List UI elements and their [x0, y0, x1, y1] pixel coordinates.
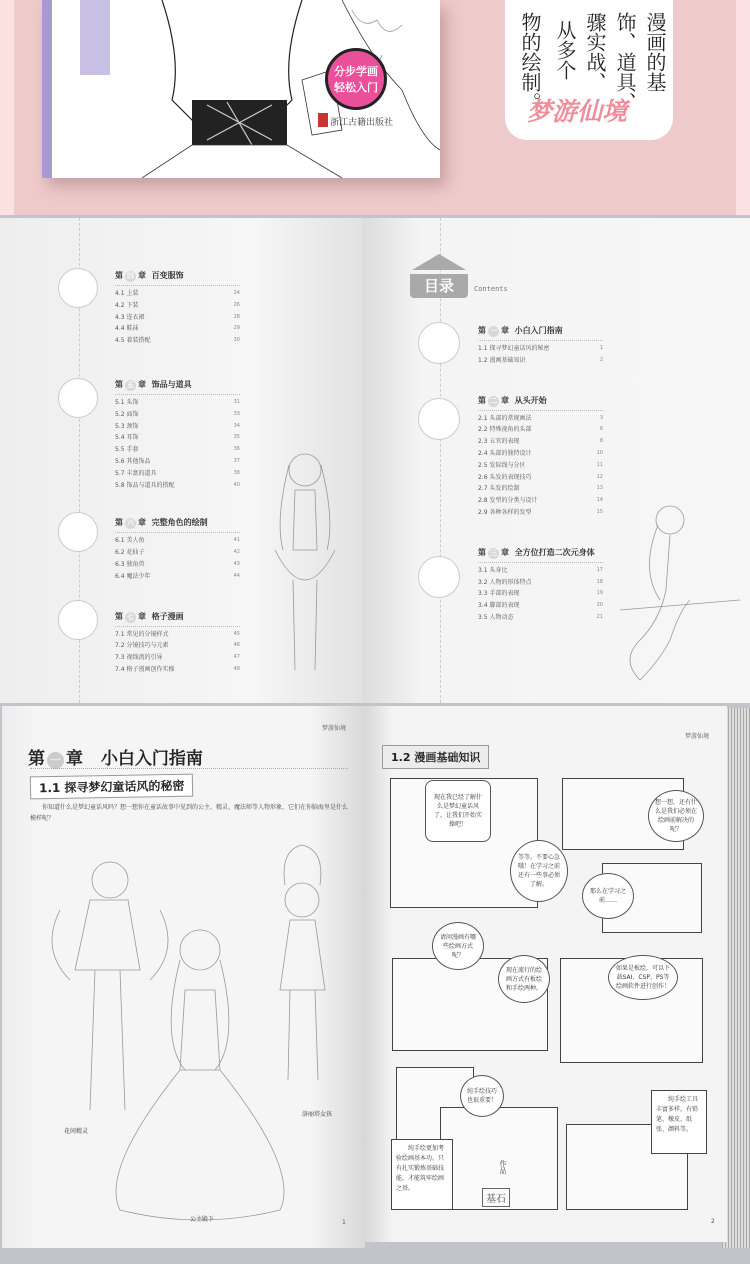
toc-item-page: 41 — [233, 537, 240, 544]
mermaid-illustration — [600, 490, 750, 690]
toc-divider — [478, 340, 603, 341]
toc-item-page: 6 — [599, 426, 603, 433]
toc-item[interactable] — [478, 472, 603, 484]
toc-item-page: 38 — [233, 469, 240, 476]
toc-item-page: 8 — [599, 438, 603, 445]
toc-item[interactable] — [478, 565, 603, 577]
toc-item-title: 5.6 其他饰品 — [115, 457, 151, 465]
toc-item-title: 5.2 面饰 — [115, 410, 139, 418]
toc-item-title: 5.8 饰品与道具的搭配 — [115, 481, 175, 489]
speech-bubble: 如果是板绘，可以下载SAI、CSP、PS等绘画软件进行创作！ — [608, 955, 678, 1000]
desc-column: 饰、道具、 — [613, 12, 637, 112]
toc-item-title: 5.7 丰富的道具 — [115, 469, 157, 477]
desc-column: 漫画的基 — [643, 12, 667, 92]
toc-item[interactable] — [115, 312, 240, 324]
chapter-2-icon-head — [418, 398, 460, 440]
chapter-6-icon-character — [58, 512, 98, 552]
caption-lolita-girl: 洛丽塔女孩 — [302, 1111, 333, 1118]
desc-column: 从多个 — [553, 20, 577, 80]
speech-bubble: 纯手绘技巧也很重要！ — [460, 1075, 504, 1117]
speech-bubble: 想一想，还有什么是我们必须在绘画前解决的呢？ — [648, 790, 704, 842]
toc-item[interactable] — [478, 507, 603, 519]
toc-item-title: 6.3 独角兽 — [115, 560, 145, 568]
chapter-number: 三 — [490, 548, 497, 557]
chapter-suffix: 章 — [138, 271, 146, 280]
toc-item[interactable] — [115, 468, 240, 480]
toc-item-title: 4.1 上装 — [115, 290, 139, 297]
toc-item[interactable] — [115, 480, 240, 492]
toc-item-page: 34 — [233, 422, 240, 429]
toc-divider — [115, 394, 240, 395]
toc-item[interactable] — [115, 559, 240, 571]
toc-item-title: 3.1 头身比 — [478, 566, 508, 574]
toc-chapter-heading[interactable] — [115, 517, 240, 529]
toc-item-title: 3.4 脚部的表现 — [478, 602, 520, 610]
toc-item[interactable] — [478, 600, 603, 612]
comic-caption-box: 纯手绘更加考验绘画基本功。只有扎实锻炼基础技能，才能筑牢绘画之基。 — [391, 1139, 453, 1210]
toc-divider — [115, 532, 240, 533]
toc-item[interactable] — [115, 335, 240, 347]
toc-item-title: 7.3 视线流的引导 — [115, 654, 163, 662]
toc-item[interactable] — [115, 535, 240, 547]
toc-item-page: 14 — [596, 497, 603, 504]
chapter-3-icon-hand — [418, 556, 460, 598]
divider — [30, 768, 348, 769]
chapter-number: 二 — [490, 396, 497, 405]
chapter-suffix: 章 — [501, 395, 509, 405]
toc-item-title: 5.4 耳饰 — [115, 434, 139, 442]
toc-chapter — [115, 611, 240, 676]
toc-item-page: 48 — [233, 665, 240, 672]
page-number: 1 — [342, 1219, 346, 1226]
foundation-label: 基石 — [482, 1188, 510, 1207]
toc-item-title: 2.2 特殊视角的头部 — [478, 426, 532, 434]
speech-bubble: 那么在学习之前…… — [582, 873, 634, 919]
chapter-number: 一 — [47, 752, 64, 769]
chapter-number: 四 — [127, 272, 134, 280]
toc-chapter-heading[interactable] — [115, 611, 240, 623]
chapter-7-icon-comic — [58, 600, 98, 640]
caption-flower-fairy: 花间精灵 — [64, 1128, 89, 1135]
section-heading: 1.1 探寻梦幻童话风的秘密 — [30, 774, 194, 800]
toc-item-page: 3 — [599, 414, 603, 421]
chapter-title: 完整角色的绘制 — [151, 518, 208, 528]
toc-item-page: 33 — [233, 410, 240, 417]
publisher-seal-icon — [318, 113, 328, 127]
badge-line-2: 轻松入门 — [334, 81, 378, 94]
toc-item-title: 2.1 头部的常规画法 — [478, 414, 532, 422]
princess-illustration — [255, 440, 355, 695]
toc-item[interactable] — [115, 629, 240, 641]
toc-item[interactable] — [115, 409, 240, 421]
cover-purple-band — [80, 0, 110, 75]
toc-item[interactable] — [478, 413, 603, 425]
toc-item-page: 29 — [233, 325, 240, 332]
chapter-title: 从头开始 — [514, 395, 547, 405]
toc-item-page: 44 — [233, 572, 240, 579]
toc-chapter-heading[interactable] — [115, 379, 240, 391]
toc-title-badge — [410, 250, 468, 296]
chapter-number: 七 — [127, 612, 134, 621]
chapter-suffix: 章 — [501, 326, 509, 335]
toc-item-title: 4.3 连衣裙 — [115, 313, 145, 321]
chapter-suffix: 章 — [501, 547, 509, 557]
toc-divider — [115, 626, 240, 627]
running-head: 梦游仙境 — [322, 725, 347, 732]
toc-item-page: 35 — [233, 434, 240, 441]
toc-chapter-heading[interactable] — [478, 325, 603, 337]
toc-item-title: 1.2 漫画基础知识 — [478, 356, 526, 364]
toc-item[interactable] — [478, 343, 603, 355]
toc-item-title: 2.8 发型的分类与设计 — [478, 497, 538, 505]
section-heading: 1.2 漫画基础知识 — [382, 745, 489, 769]
chapter-title: 小白入门指南 — [514, 326, 563, 335]
speech-bubble: 等等，不要心急哦！在学习之前还有一些事必须了解。 — [510, 840, 568, 902]
toc-item-title: 2.6 头发的表现技巧 — [478, 473, 532, 481]
toc-item-page: 10 — [596, 449, 603, 456]
chapter-prefix: 第 — [115, 379, 123, 389]
chapter-4-icon-clothes — [58, 268, 98, 308]
toc-item[interactable] — [478, 355, 603, 367]
toc-item-page: 36 — [233, 446, 240, 453]
desc-column: 物的绘制。 — [518, 12, 542, 112]
toc-item-title: 5.5 手套 — [115, 446, 139, 454]
toc-item-page: 24 — [233, 290, 240, 296]
toc-item-page: 17 — [596, 566, 603, 573]
toc-item-title: 2.7 头发的绘制 — [478, 485, 520, 493]
toc-subtitle: Contents — [474, 285, 508, 293]
speech-bubble: 请问漫画有哪些绘画方式呢？ — [432, 922, 484, 970]
toc-item-page: 47 — [233, 654, 240, 661]
toc-item[interactable] — [115, 640, 240, 652]
toc-item-page: 43 — [233, 560, 240, 567]
toc-item-page: 15 — [596, 508, 603, 515]
toc-chapter — [115, 379, 240, 491]
toc-chapter — [478, 395, 603, 519]
toc-item[interactable] — [478, 612, 603, 624]
toc-item-title: 1.1 探寻梦幻童话风的秘密 — [478, 345, 550, 352]
desc-column: 骤实战、 — [583, 12, 607, 92]
toc-item[interactable] — [478, 483, 603, 495]
toc-item[interactable] — [115, 571, 240, 583]
toc-item-page: 26 — [233, 301, 240, 308]
toc-item-page: 31 — [233, 398, 240, 405]
toc-item-title: 3.2 人物的形体特点 — [478, 578, 532, 586]
toc-item-page: 20 — [596, 602, 603, 609]
toc-item[interactable] — [478, 460, 603, 472]
chapter-prefix: 第 — [115, 518, 123, 528]
chapter-5-icon-accessory — [58, 378, 98, 418]
toc-item-page: 37 — [233, 457, 240, 464]
toc-item[interactable] — [115, 664, 240, 676]
toc-item-page: 28 — [233, 313, 240, 320]
toc-item-title: 4.5 着装搭配 — [115, 337, 151, 345]
toc-item-title: 7.1 常见的分镜样式 — [115, 630, 169, 638]
toc-item-title: 6.4 魔法少年 — [115, 572, 151, 580]
toc-divider — [115, 285, 240, 286]
toc-item-page: 42 — [233, 549, 240, 556]
cover-spine — [42, 0, 52, 178]
chapter-suffix: 章 — [138, 611, 146, 621]
chapter-title: 全方位打造二次元身体 — [514, 547, 595, 557]
toc-item-page: 18 — [596, 578, 603, 585]
chapter-number: 五 — [127, 380, 134, 389]
chapter-title: 饰品与道具 — [151, 379, 192, 389]
toc-item[interactable] — [115, 323, 240, 335]
toc-item-page: 2 — [599, 356, 603, 363]
cover-badge — [325, 48, 387, 110]
toc-item[interactable] — [478, 436, 603, 448]
toc-item[interactable] — [478, 495, 603, 507]
publisher-name: 浙江古籍出版社 — [330, 118, 394, 128]
toc-item-title: 6.1 美人鱼 — [115, 537, 145, 545]
toc-item[interactable] — [478, 424, 603, 436]
toc-item-page: 46 — [233, 642, 240, 649]
toc-item-title: 2.4 头部的独特设计 — [478, 449, 532, 457]
chapter-1-icon-rose — [418, 322, 460, 364]
toc-item-title: 7.2 分镜技巧与元素 — [115, 642, 169, 650]
chapter-prefix: 第 — [478, 547, 486, 557]
chapter-suffix: 章 — [138, 518, 146, 528]
caption-princess: 公主殿下 — [190, 1216, 215, 1223]
toc-divider — [478, 562, 603, 563]
brand-title: 梦游仙境 — [527, 97, 628, 126]
toc-chapter — [115, 517, 240, 582]
toc-item-title: 3.3 手部的表现 — [478, 590, 520, 598]
toc-item-title: 4.4 鞋袜 — [115, 325, 139, 333]
chapter-title: 百变服饰 — [151, 271, 184, 280]
badge-line-1: 分步学画 — [334, 65, 378, 78]
toc-item[interactable] — [115, 547, 240, 559]
toc-item[interactable] — [115, 652, 240, 664]
speech-bubble: 现在流行的绘画方式有板绘和手绘两种。 — [498, 955, 550, 1003]
chapter-number: 一 — [490, 327, 497, 335]
chapter-prefix: 第 — [115, 271, 123, 280]
toc-chapter-heading[interactable] — [478, 547, 603, 559]
speech-bubble: 现在我已经了解什么是梦幻童话风了，让我们开始实操吧！ — [425, 780, 491, 842]
toc-item-page: 11 — [596, 461, 603, 468]
toc-item-title: 5.3 颈饰 — [115, 422, 139, 430]
toc-chapter-heading[interactable] — [478, 395, 603, 407]
chapter-title: 小白入门指南 — [100, 749, 203, 769]
toc-divider — [478, 410, 603, 411]
toc-item-title: 2.5 发际线与分区 — [478, 461, 526, 469]
character-illustrations — [40, 840, 350, 1235]
page-number: 2 — [711, 1218, 715, 1225]
toc-item-title: 2.9 各种各样的发型 — [478, 508, 532, 516]
chapter-suffix: 章 — [138, 379, 146, 389]
toc-item[interactable] — [115, 444, 240, 456]
toc-item-page: 19 — [596, 590, 603, 597]
building-label: 作品 — [499, 1160, 507, 1174]
comic-caption-box: 纯手绘工具丰富多样，有铅笔、橡皮、纸张、颜料等。 — [651, 1090, 707, 1154]
toc-right-list — [478, 325, 603, 624]
chapter-title: 格子漫画 — [151, 611, 184, 621]
toc-item-page: 1 — [599, 345, 603, 351]
toc-item[interactable] — [115, 397, 240, 409]
toc-item-page: 12 — [596, 473, 603, 480]
toc-item-page: 21 — [596, 613, 603, 620]
toc-item-page: 40 — [233, 481, 240, 488]
toc-item-page: 45 — [233, 630, 240, 637]
toc-item-page: 13 — [596, 485, 603, 492]
running-head: 梦游仙境 — [685, 733, 710, 740]
toc-chapter — [478, 547, 603, 624]
chapter-prefix: 第 — [115, 611, 123, 621]
toc-item-title: 6.2 花仙子 — [115, 549, 145, 557]
chapter-heading — [28, 744, 203, 769]
chapter-prefix: 第 — [28, 749, 45, 769]
toc-item-page: 30 — [233, 337, 240, 344]
toc-item-title: 3.5 人物动态 — [478, 613, 514, 621]
toc-title: 目录 — [410, 274, 468, 298]
toc-item-title: 4.2 下装 — [115, 301, 139, 309]
toc-item[interactable] — [115, 300, 240, 312]
intro-paragraph: 你知道什么是梦幻童话风吗？想一想你在童话故事中见到的公主、精灵、魔法师等人物形象，它们在你脑海里是什么模样呢？ — [30, 804, 349, 822]
toc-item[interactable] — [115, 421, 240, 433]
toc-chapter — [115, 270, 240, 347]
chapter-suffix: 章 — [66, 749, 83, 769]
toc-item-title: 2.3 五官的表现 — [478, 438, 520, 446]
toc-left-list — [115, 270, 240, 676]
toc-item[interactable] — [478, 577, 603, 589]
toc-item[interactable] — [478, 448, 603, 460]
chapter-prefix: 第 — [478, 326, 486, 335]
toc-item-title: 7.4 格子漫画创作实操 — [115, 665, 175, 673]
toc-item-title: 5.1 头饰 — [115, 398, 139, 406]
toc-item[interactable] — [115, 456, 240, 468]
toc-item[interactable] — [115, 288, 240, 300]
toc-item[interactable] — [115, 432, 240, 444]
chapter-prefix: 第 — [478, 395, 486, 405]
toc-item[interactable] — [478, 588, 603, 600]
toc-chapter-heading[interactable] — [115, 270, 240, 282]
toc-chapter — [478, 325, 603, 367]
chapter-number: 六 — [127, 519, 134, 528]
book-roof-icon — [410, 250, 468, 270]
